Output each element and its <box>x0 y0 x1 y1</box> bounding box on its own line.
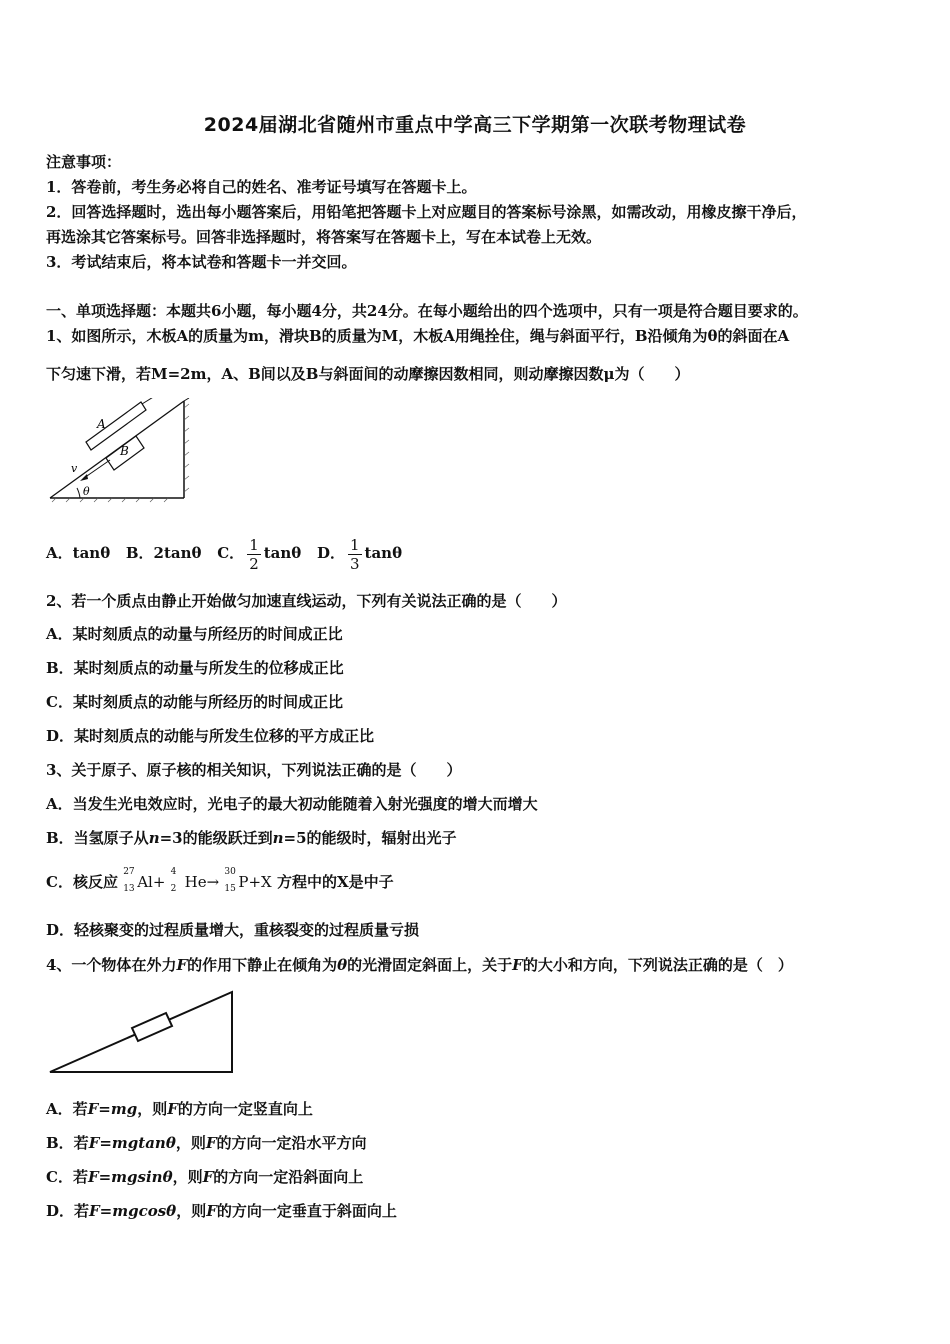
q2-option-c: C．某时刻质点的动能与所经历的时间成正比 <box>46 693 343 711</box>
q4-option-d: D．若F=mgcosθ，则F的方向一定垂直于斜面向上 <box>46 1202 397 1220</box>
q1-option-c: C． <box>217 544 245 562</box>
q2-option-b: B．某时刻质点的动量与所发生的位移成正比 <box>46 659 344 677</box>
notice-item-3: 3．考试结束后，将本试卷和答题卡一并交回。 <box>46 253 357 271</box>
notice-item-2-cont: 再选涂其它答案标号。回答非选择题时，将答案写在答题卡上，写在本试卷上无效。 <box>46 228 602 246</box>
q1-option-d: D． <box>316 544 345 562</box>
q1-option-b: B．2tanθ <box>125 544 202 562</box>
q4-option-c: C．若F=mgsinθ，则F的方向一定沿斜面向上 <box>46 1168 364 1186</box>
q1-options: A．tanθ B．2tanθ C． $\frac{1}{2}$ tanθ D． $\frac{1}{3}$ tanθ <box>46 535 403 573</box>
q1-stem-line2: 下匀速下滑，若M=2m，A、B间以及B与斜面间的动摩擦因数相同，则动摩擦因数μ为（ ） <box>46 365 690 383</box>
notice-item-2: 2．回答选择题时，选出每小题答案后，用铅笔把答题卡上对应题目的答案标号涂黑，如需改动，用橡皮擦干净后， <box>46 203 807 221</box>
notice-heading: 注意事项： <box>46 153 122 171</box>
q3-option-a: A．当发生光电效应时，光电子的最大初动能随着入射光强度的增大而增大 <box>46 795 538 813</box>
q1-label-theta: θ <box>83 485 90 498</box>
q2-stem: 2、若一个质点由静止开始做匀加速直线运动，下列有关说法正确的是（ ） <box>46 592 567 610</box>
q1-fraction-d: $\frac{1}{3}$ <box>349 535 360 573</box>
q2-option-d: D．某时刻质点的动能与所发生位移的平方成正比 <box>46 727 375 745</box>
q4-stem: 4、一个物体在外力F的作用下静止在倾角为θ的光滑固定斜面上，关于F的大小和方向，下列说法正确的是（ ） <box>46 956 793 974</box>
q3-option-c: C．核反应 27 13 Al+ 4 2 He→ 30 15 P+X 方程中的X是中子 <box>46 867 394 894</box>
nuclide-he: 4 2 He→ <box>170 867 220 894</box>
q3-option-d: D．轻核聚变的过程质量增大，重核裂变的过程质量亏损 <box>46 921 420 939</box>
nuclide-al: 27 13 Al+ <box>123 867 166 894</box>
q4-option-a: A．若F=mg，则F的方向一定竖直向上 <box>46 1100 313 1118</box>
q1-fraction-c: $\frac{1}{2}$ <box>249 535 259 573</box>
q1-option-a: A．tanθ <box>46 544 111 562</box>
q1-stem-line1: 1、如图所示，木板A的质量为m，滑块B的质量为M，木板A用绳拴住，绳与斜面平行，B沿倾角为θ的斜面在A <box>46 327 790 345</box>
q1-label-b: B <box>120 444 129 458</box>
q1-label-a: A <box>97 417 106 431</box>
q4-incline-figure <box>46 988 236 1076</box>
notice-item-1: 1．答卷前，考生务必将自己的姓名、准考证号填写在答题卡上。 <box>46 178 477 196</box>
q1-incline-figure <box>46 398 191 503</box>
section-heading: 一、单项选择题：本题共6小题，每小题4分，共24分。在每小题给出的四个选项中，只有一项是符合题目要求的。 <box>46 302 808 320</box>
page-title: 2024届湖北省随州市重点中学高三下学期第一次联考物理试卷 <box>203 114 747 136</box>
q4-option-b: B．若F=mgtanθ，则F的方向一定沿水平方向 <box>46 1134 367 1152</box>
q2-option-a: A．某时刻质点的动量与所经历的时间成正比 <box>46 625 343 643</box>
q3-option-b: B．当氢原子从n=3的能级跃迁到n=5的能级时，辐射出光子 <box>46 829 457 847</box>
q1-label-v: v <box>71 462 78 475</box>
nuclide-p: 30 15 P+X <box>224 867 272 894</box>
q3-stem: 3、关于原子、原子核的相关知识，下列说法正确的是（ ） <box>46 761 462 779</box>
